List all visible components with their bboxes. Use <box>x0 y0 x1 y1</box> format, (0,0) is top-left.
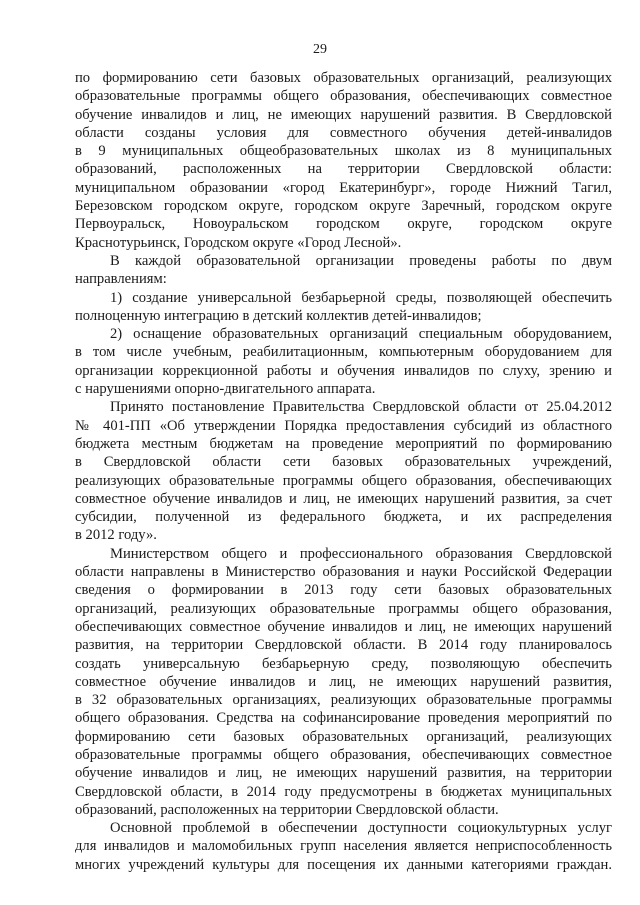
text-line: области созданы условия для совместного обучения детей-инвалидов <box>75 124 612 141</box>
text-line: Министерством общего и профессионального образования Свердловской <box>110 545 612 562</box>
text-line: сведения о формировании в 2013 году сети базовых образовательных <box>75 582 612 599</box>
text-line: развития, на территории Свердловской области. В 2014 году планировалось <box>75 637 612 654</box>
paragraph-p7 <box>75 819 612 874</box>
text-line: Первоуральск, Новоуральском городском округе, городском округе <box>75 216 612 233</box>
text-line: организации коррекционной работы и обучения инвалидов по слуху, зрению и <box>75 362 612 379</box>
text-line: В каждой образовательной организации проведены работы по двум <box>110 252 612 269</box>
paragraph-p1 <box>75 69 612 252</box>
text-line: обеспечивающих совместное обучение инвалидов и лиц, не имеющих нарушений <box>75 618 612 635</box>
text-line: в 2012 году». <box>75 527 157 544</box>
text-line: 2) оснащение образовательных организаций специальным оборудованием, <box>110 326 612 343</box>
paragraph-p3 <box>75 289 612 326</box>
paragraph-p6 <box>75 545 612 819</box>
text-line: образований, расположенных на территории Свердловской области. <box>75 801 499 818</box>
text-line: муниципальном образовании «город Екатеринбург», городе Нижний Тагил, <box>75 179 612 196</box>
text-line: образовательные программы общего образования, обеспечивающих совместное <box>75 88 612 105</box>
text-line: совместное обучение инвалидов и лиц, не имеющих нарушений развития, <box>75 673 612 690</box>
document-body <box>75 69 612 874</box>
paragraph-p4 <box>75 325 612 398</box>
text-line: полноценную интеграцию в детский коллектив детей-инвалидов; <box>75 307 482 324</box>
text-line: в Свердловской области сети базовых образовательных учреждений, <box>75 454 612 471</box>
text-line: организаций, реализующих образовательные программы общего образования, <box>75 600 612 617</box>
text-line: по формированию сети базовых образовательных организаций, реализующих <box>75 70 612 86</box>
text-line: обучение инвалидов и лиц, не имеющих нарушений развития, на территории <box>75 765 612 782</box>
text-line: Свердловской области, в 2014 году предусмотрены в бюджетах муниципальных <box>75 783 612 800</box>
text-line: реализующих образовательные программы общего образования, обеспечивающих <box>75 472 612 489</box>
text-line: области направлены в Министерство образования и науки Российской Федерации <box>75 564 612 581</box>
text-line: Березовском городском округе, городском округе Заречный, городском округе <box>75 198 612 215</box>
paragraph-p5 <box>75 398 612 544</box>
text-line: бюджета местным бюджетам на проведение мероприятий по формированию <box>75 435 612 452</box>
text-line: в том числе учебным, реабилитационным, компьютерным оборудованием для <box>75 344 612 361</box>
text-line: субсидии, полученной из федерального бюджета, и их распределения <box>75 509 612 526</box>
page-number: 29 <box>313 42 327 57</box>
text-line: в 32 образовательных организациях, реализующих образовательные программы <box>75 692 612 709</box>
text-line: образовательные программы общего образования, обеспечивающих совместное <box>75 746 612 763</box>
text-line: образований, расположенных на территории Свердловской области: <box>75 161 612 178</box>
text-line: Основной проблемой в обеспечении доступности социокультурных услуг <box>110 820 612 837</box>
text-line: общего образования. Средства на софинансирование проведения мероприятий по <box>75 710 612 727</box>
text-line: совместное обучение инвалидов и лиц, не имеющих нарушений развития, за счет <box>75 490 612 507</box>
text-line: направлениям: <box>75 271 167 288</box>
text-line: № 401-ПП «Об утверждении Порядка предоставления субсидий из областного <box>75 417 612 434</box>
text-line: в 9 муниципальных общеобразовательных школах из 8 муниципальных <box>75 143 612 160</box>
text-line: для инвалидов и маломобильных групп населения является неприспособленность <box>75 838 612 855</box>
text-line: Краснотурьинск, Городском округе «Город Лесной». <box>75 234 402 251</box>
text-line: обучение инвалидов и лиц, не имеющих нарушений развития. В Свердловской <box>75 106 612 123</box>
text-line: формированию сети базовых образовательных организаций, реализующих <box>75 728 612 745</box>
paragraph-p2 <box>75 252 612 289</box>
text-line: создать универсальную безбарьерную среду, позволяющую обеспечить <box>75 655 612 672</box>
text-line: Принято постановление Правительства Свердловской области от 25.04.2012 <box>110 399 612 416</box>
text-line: 1) создание универсальной безбарьерной среды, позволяющей обеспечить <box>110 289 612 306</box>
text-line: многих учреждений культуры для посещения их данными категориями граждан. <box>75 856 612 873</box>
text-line: с нарушениями опорно-двигательного аппарата. <box>75 381 376 398</box>
